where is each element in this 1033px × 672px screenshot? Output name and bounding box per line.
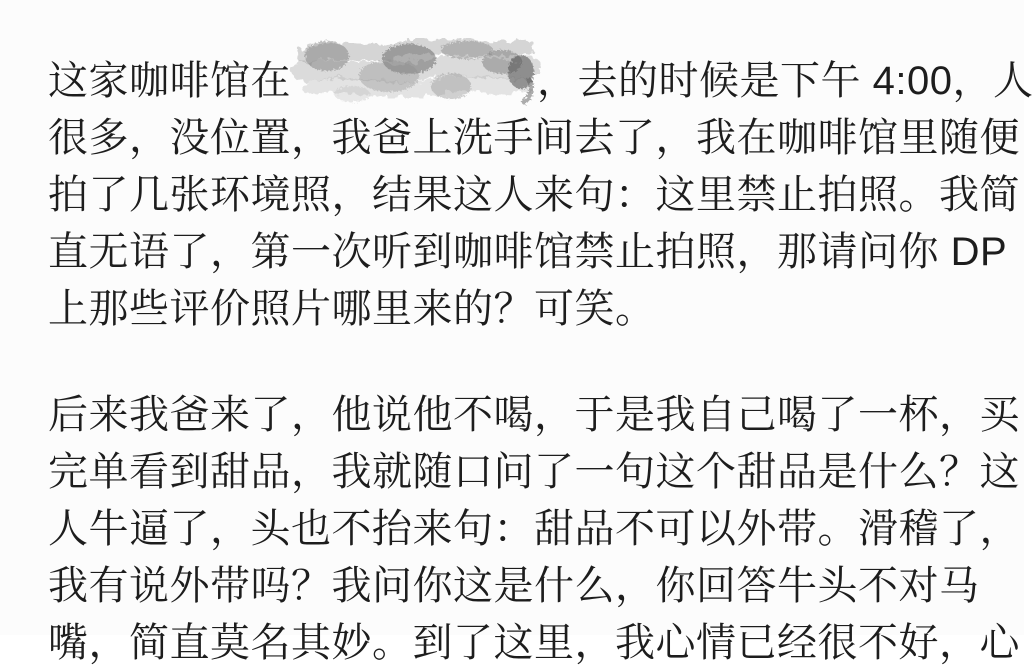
text-line-7: 完单看到甜品，我就随口问了一句这个甜品是什么？这 bbox=[48, 450, 1020, 494]
paragraph-1 bbox=[48, 34, 1033, 338]
line1-post-text: ，去的时候是下午 4:00，人 bbox=[537, 59, 1033, 103]
text-line-4: 直无语了，第一次听到咖啡馆禁止拍照，那请问你 DP bbox=[48, 230, 1008, 274]
paragraph-2 bbox=[48, 387, 1020, 672]
text-line-3: 拍了几张环境照，结果这人来句：这里禁止拍照。我简 bbox=[48, 173, 1020, 217]
text-line-8: 人牛逼了，头也不抬来句：甜品不可以外带。滑稽了， bbox=[48, 507, 1020, 551]
text-line-6: 后来我爸来了，他说他不喝，于是我自己喝了一杯，买 bbox=[48, 393, 1020, 437]
text-line-2: 很多，没位置，我爸上洗手间去了，我在咖啡馆里随便 bbox=[48, 116, 1020, 160]
line1-pre-text: 这家咖啡馆在 bbox=[48, 59, 291, 103]
text-line-5: 上那些评价照片哪里来的？可笑。 bbox=[48, 287, 656, 331]
redaction-scribble bbox=[297, 34, 535, 108]
text-line-1 bbox=[48, 34, 1033, 110]
text-line-9: 我有说外带吗？我问你这是什么，你回答牛头不对马 bbox=[48, 564, 980, 608]
text-line-10: 嘴，简直莫名其妙。到了这里，我心情已经很不好，心 bbox=[48, 621, 1020, 665]
